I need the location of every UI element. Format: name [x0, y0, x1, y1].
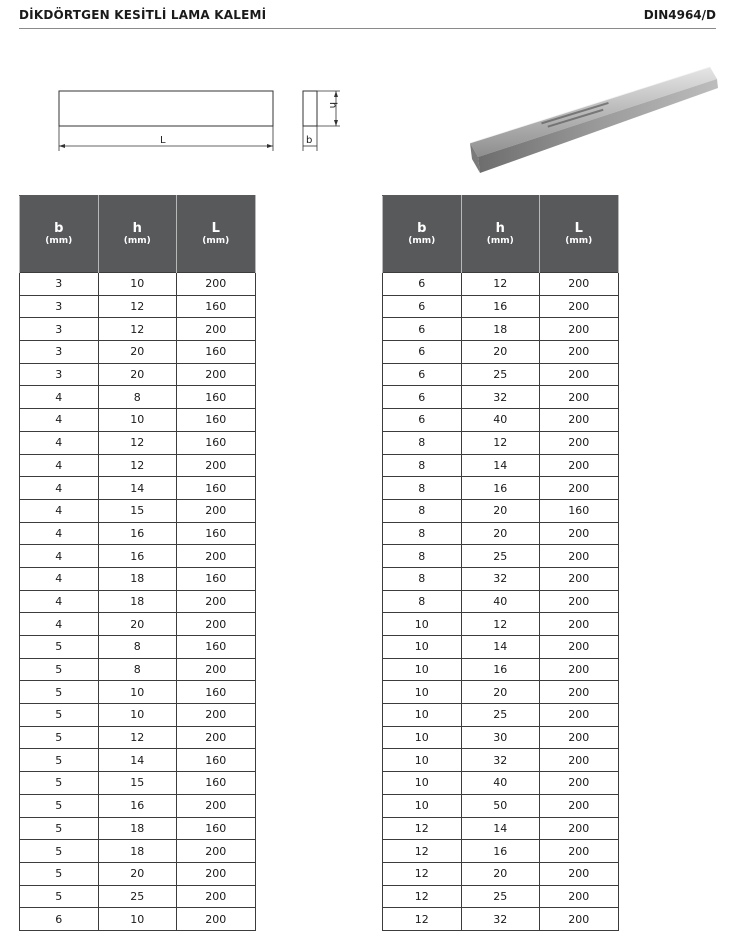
cell-L: 200 — [540, 817, 619, 840]
table-row — [20, 273, 256, 296]
table-row — [20, 567, 256, 590]
cell-L: 160 — [177, 341, 256, 364]
cell-b: 6 — [383, 363, 462, 386]
cell-b: 8 — [383, 499, 462, 522]
cell-h: 25 — [461, 885, 540, 908]
table-row — [383, 567, 619, 590]
cell-L: 200 — [177, 273, 256, 296]
cell-b: 8 — [383, 545, 462, 568]
cell-h: 25 — [461, 545, 540, 568]
table-row — [20, 840, 256, 863]
table-row — [383, 772, 619, 795]
cell-b: 8 — [383, 567, 462, 590]
cell-h: 12 — [98, 431, 177, 454]
cell-L: 160 — [177, 409, 256, 432]
cell-b: 12 — [383, 885, 462, 908]
cell-b: 5 — [20, 636, 99, 659]
cell-L: 200 — [540, 522, 619, 545]
cell-h: 30 — [461, 726, 540, 749]
table-row — [20, 862, 256, 885]
cell-L: 200 — [540, 840, 619, 863]
table-row — [383, 409, 619, 432]
cell-L: 200 — [177, 885, 256, 908]
cell-h: 32 — [461, 749, 540, 772]
cell-L: 200 — [177, 704, 256, 727]
cell-b: 5 — [20, 794, 99, 817]
cell-b: 4 — [20, 499, 99, 522]
cell-b: 6 — [383, 409, 462, 432]
cell-h: 18 — [98, 590, 177, 613]
cell-L: 200 — [540, 658, 619, 681]
table-row — [383, 704, 619, 727]
dimension-drawing — [52, 84, 352, 156]
cell-L: 160 — [177, 772, 256, 795]
cell-b: 3 — [20, 295, 99, 318]
spec-table-right-body — [383, 273, 619, 931]
cell-L: 200 — [177, 658, 256, 681]
cell-L: 160 — [177, 295, 256, 318]
cell-h: 10 — [98, 409, 177, 432]
cell-h: 18 — [98, 567, 177, 590]
cell-b: 12 — [383, 840, 462, 863]
table-row — [383, 431, 619, 454]
cell-L: 200 — [540, 749, 619, 772]
table-row — [383, 318, 619, 341]
cell-b: 5 — [20, 772, 99, 795]
table-row — [20, 477, 256, 500]
cell-b: 6 — [383, 318, 462, 341]
cell-h: 20 — [98, 363, 177, 386]
cell-L: 200 — [540, 386, 619, 409]
table-row — [20, 318, 256, 341]
cell-b: 3 — [20, 273, 99, 296]
cell-L: 200 — [540, 726, 619, 749]
cell-h: 12 — [98, 318, 177, 341]
table-row — [383, 862, 619, 885]
cell-h: 12 — [98, 454, 177, 477]
cell-L: 160 — [177, 386, 256, 409]
table-row — [20, 613, 256, 636]
cell-h: 15 — [98, 499, 177, 522]
cell-L: 200 — [177, 908, 256, 931]
table-row — [383, 273, 619, 296]
cell-b: 5 — [20, 749, 99, 772]
cell-h: 20 — [461, 499, 540, 522]
cell-h: 16 — [461, 295, 540, 318]
cell-b: 10 — [383, 704, 462, 727]
cell-L: 200 — [540, 318, 619, 341]
table-row — [20, 295, 256, 318]
cell-h: 16 — [98, 522, 177, 545]
cell-h: 14 — [461, 817, 540, 840]
cell-h: 20 — [98, 341, 177, 364]
cell-h: 16 — [461, 658, 540, 681]
table-row — [383, 386, 619, 409]
table-header-row — [383, 196, 619, 273]
cell-h: 14 — [461, 636, 540, 659]
cell-h: 20 — [98, 862, 177, 885]
table-row — [20, 454, 256, 477]
cell-h: 8 — [98, 386, 177, 409]
spec-table-right — [382, 195, 619, 931]
cell-L: 200 — [540, 590, 619, 613]
header-L: L (mm) — [177, 196, 256, 273]
length-label: L — [160, 135, 166, 146]
cell-b: 4 — [20, 567, 99, 590]
table-row — [20, 636, 256, 659]
cell-b: 4 — [20, 613, 99, 636]
cell-L: 200 — [177, 545, 256, 568]
cell-L: 200 — [177, 499, 256, 522]
cell-h: 25 — [98, 885, 177, 908]
table-row — [383, 636, 619, 659]
cell-L: 200 — [540, 273, 619, 296]
header-L: L (mm) — [540, 196, 619, 273]
cell-b: 4 — [20, 590, 99, 613]
cell-L: 200 — [540, 363, 619, 386]
table-row — [383, 477, 619, 500]
cell-h: 32 — [461, 567, 540, 590]
table-row — [20, 431, 256, 454]
cell-b: 10 — [383, 726, 462, 749]
cell-L: 200 — [540, 704, 619, 727]
cell-L: 160 — [177, 817, 256, 840]
table-row — [20, 681, 256, 704]
cell-h: 40 — [461, 590, 540, 613]
table-row — [383, 817, 619, 840]
cell-b: 3 — [20, 318, 99, 341]
table-row — [20, 726, 256, 749]
header-h: h (mm) — [98, 196, 177, 273]
cell-b: 12 — [383, 817, 462, 840]
cell-b: 5 — [20, 681, 99, 704]
cell-h: 40 — [461, 772, 540, 795]
cell-b: 4 — [20, 477, 99, 500]
table-row — [20, 545, 256, 568]
cell-h: 14 — [98, 477, 177, 500]
cell-b: 5 — [20, 840, 99, 863]
table-row — [20, 386, 256, 409]
table-row — [20, 772, 256, 795]
cell-b: 8 — [383, 522, 462, 545]
table-row — [383, 613, 619, 636]
cell-h: 20 — [461, 862, 540, 885]
table-row — [20, 590, 256, 613]
cell-b: 4 — [20, 409, 99, 432]
cell-b: 8 — [383, 590, 462, 613]
cell-b: 10 — [383, 794, 462, 817]
cell-b: 4 — [20, 522, 99, 545]
cell-L: 200 — [540, 794, 619, 817]
page-header — [19, 0, 716, 29]
cell-h: 10 — [98, 681, 177, 704]
cell-h: 15 — [98, 772, 177, 795]
table-row — [383, 499, 619, 522]
cell-L: 160 — [177, 477, 256, 500]
cell-b: 4 — [20, 545, 99, 568]
cell-h: 12 — [461, 273, 540, 296]
cell-h: 16 — [98, 545, 177, 568]
cell-b: 5 — [20, 704, 99, 727]
cell-b: 3 — [20, 363, 99, 386]
cell-L: 200 — [177, 318, 256, 341]
table-row — [20, 817, 256, 840]
cell-h: 50 — [461, 794, 540, 817]
table-row — [383, 794, 619, 817]
height-label: h — [327, 102, 338, 109]
table-row — [383, 522, 619, 545]
cell-L: 200 — [540, 454, 619, 477]
table-row — [20, 341, 256, 364]
table-row — [383, 681, 619, 704]
cell-b: 10 — [383, 681, 462, 704]
spec-table-left-body — [20, 273, 256, 931]
cell-L: 160 — [177, 431, 256, 454]
cell-h: 12 — [461, 613, 540, 636]
cell-h: 25 — [461, 363, 540, 386]
table-row — [383, 749, 619, 772]
cell-b: 5 — [20, 658, 99, 681]
table-row — [20, 885, 256, 908]
cell-h: 10 — [98, 273, 177, 296]
cell-b: 3 — [20, 341, 99, 364]
cell-h: 18 — [461, 318, 540, 341]
cell-h: 32 — [461, 908, 540, 931]
cell-b: 10 — [383, 749, 462, 772]
table-row — [383, 885, 619, 908]
cell-b: 4 — [20, 431, 99, 454]
cell-b: 12 — [383, 908, 462, 931]
table-row — [20, 704, 256, 727]
table-row — [383, 363, 619, 386]
table-row — [383, 590, 619, 613]
side-view-outline — [59, 91, 273, 126]
cell-h: 20 — [98, 613, 177, 636]
cell-h: 12 — [98, 295, 177, 318]
cell-L: 200 — [177, 794, 256, 817]
cell-h: 16 — [461, 477, 540, 500]
cell-b: 10 — [383, 636, 462, 659]
cell-b: 8 — [383, 431, 462, 454]
cell-b: 6 — [383, 341, 462, 364]
cell-h: 10 — [98, 908, 177, 931]
cell-L: 200 — [540, 545, 619, 568]
header-b: b (mm) — [383, 196, 462, 273]
cell-b: 8 — [383, 477, 462, 500]
cell-L: 200 — [540, 613, 619, 636]
cell-b: 10 — [383, 658, 462, 681]
table-row — [20, 499, 256, 522]
cell-h: 14 — [461, 454, 540, 477]
tool-bit-side-face — [478, 79, 718, 173]
table-row — [383, 545, 619, 568]
cell-h: 20 — [461, 341, 540, 364]
cell-b: 4 — [20, 454, 99, 477]
spec-table-left — [19, 195, 256, 931]
cell-L: 160 — [177, 636, 256, 659]
cell-L: 200 — [540, 477, 619, 500]
cell-h: 8 — [98, 658, 177, 681]
cell-h: 12 — [461, 431, 540, 454]
cell-b: 10 — [383, 772, 462, 795]
table-row — [383, 454, 619, 477]
table-row — [20, 658, 256, 681]
table-row — [383, 908, 619, 931]
cell-b: 6 — [20, 908, 99, 931]
table-header-row — [20, 196, 256, 273]
cell-h: 20 — [461, 681, 540, 704]
header-b: b (mm) — [20, 196, 99, 273]
cell-h: 12 — [98, 726, 177, 749]
table-row — [383, 295, 619, 318]
table-row — [20, 522, 256, 545]
cell-h: 25 — [461, 704, 540, 727]
standard-code: DIN4964/D — [643, 8, 716, 22]
cell-L: 200 — [177, 862, 256, 885]
cell-b: 8 — [383, 454, 462, 477]
cell-h: 14 — [98, 749, 177, 772]
cell-h: 16 — [461, 840, 540, 863]
cell-L: 200 — [177, 454, 256, 477]
cell-h: 32 — [461, 386, 540, 409]
cross-section-outline — [303, 91, 317, 126]
table-row — [383, 658, 619, 681]
cell-h: 18 — [98, 817, 177, 840]
table-row — [20, 749, 256, 772]
cell-L: 160 — [177, 522, 256, 545]
cell-L: 200 — [540, 772, 619, 795]
cell-L: 200 — [540, 885, 619, 908]
cell-L: 200 — [540, 567, 619, 590]
cell-h: 40 — [461, 409, 540, 432]
table-row — [20, 794, 256, 817]
cell-b: 12 — [383, 862, 462, 885]
cell-L: 200 — [540, 341, 619, 364]
cell-b: 4 — [20, 386, 99, 409]
cell-L: 200 — [177, 840, 256, 863]
cell-L: 200 — [540, 295, 619, 318]
table-row — [20, 363, 256, 386]
table-row — [20, 409, 256, 432]
page-title: DİKDÖRTGEN KESİTLİ LAMA KALEMİ — [19, 8, 267, 22]
table-row — [383, 341, 619, 364]
cell-L: 200 — [540, 862, 619, 885]
cell-b: 5 — [20, 726, 99, 749]
cell-b: 6 — [383, 295, 462, 318]
cell-L: 160 — [177, 749, 256, 772]
cell-b: 6 — [383, 386, 462, 409]
cell-L: 160 — [177, 567, 256, 590]
cell-h: 10 — [98, 704, 177, 727]
table-row — [383, 840, 619, 863]
cell-L: 200 — [177, 363, 256, 386]
cell-L: 200 — [540, 409, 619, 432]
cell-L: 160 — [540, 499, 619, 522]
width-label: b — [306, 135, 313, 146]
cell-h: 16 — [98, 794, 177, 817]
cell-b: 5 — [20, 862, 99, 885]
cell-L: 200 — [540, 681, 619, 704]
table-row — [383, 726, 619, 749]
cell-L: 160 — [177, 681, 256, 704]
table-row — [20, 908, 256, 931]
cell-h: 18 — [98, 840, 177, 863]
cell-b: 5 — [20, 885, 99, 908]
cell-L: 200 — [177, 726, 256, 749]
cell-L: 200 — [540, 908, 619, 931]
cell-L: 200 — [177, 613, 256, 636]
cell-h: 20 — [461, 522, 540, 545]
cell-b: 6 — [383, 273, 462, 296]
cell-L: 200 — [540, 636, 619, 659]
cell-b: 10 — [383, 613, 462, 636]
cell-h: 8 — [98, 636, 177, 659]
cell-b: 5 — [20, 817, 99, 840]
cell-L: 200 — [177, 590, 256, 613]
cell-L: 200 — [540, 431, 619, 454]
tool-bit-photo — [466, 55, 724, 180]
header-h: h (mm) — [461, 196, 540, 273]
